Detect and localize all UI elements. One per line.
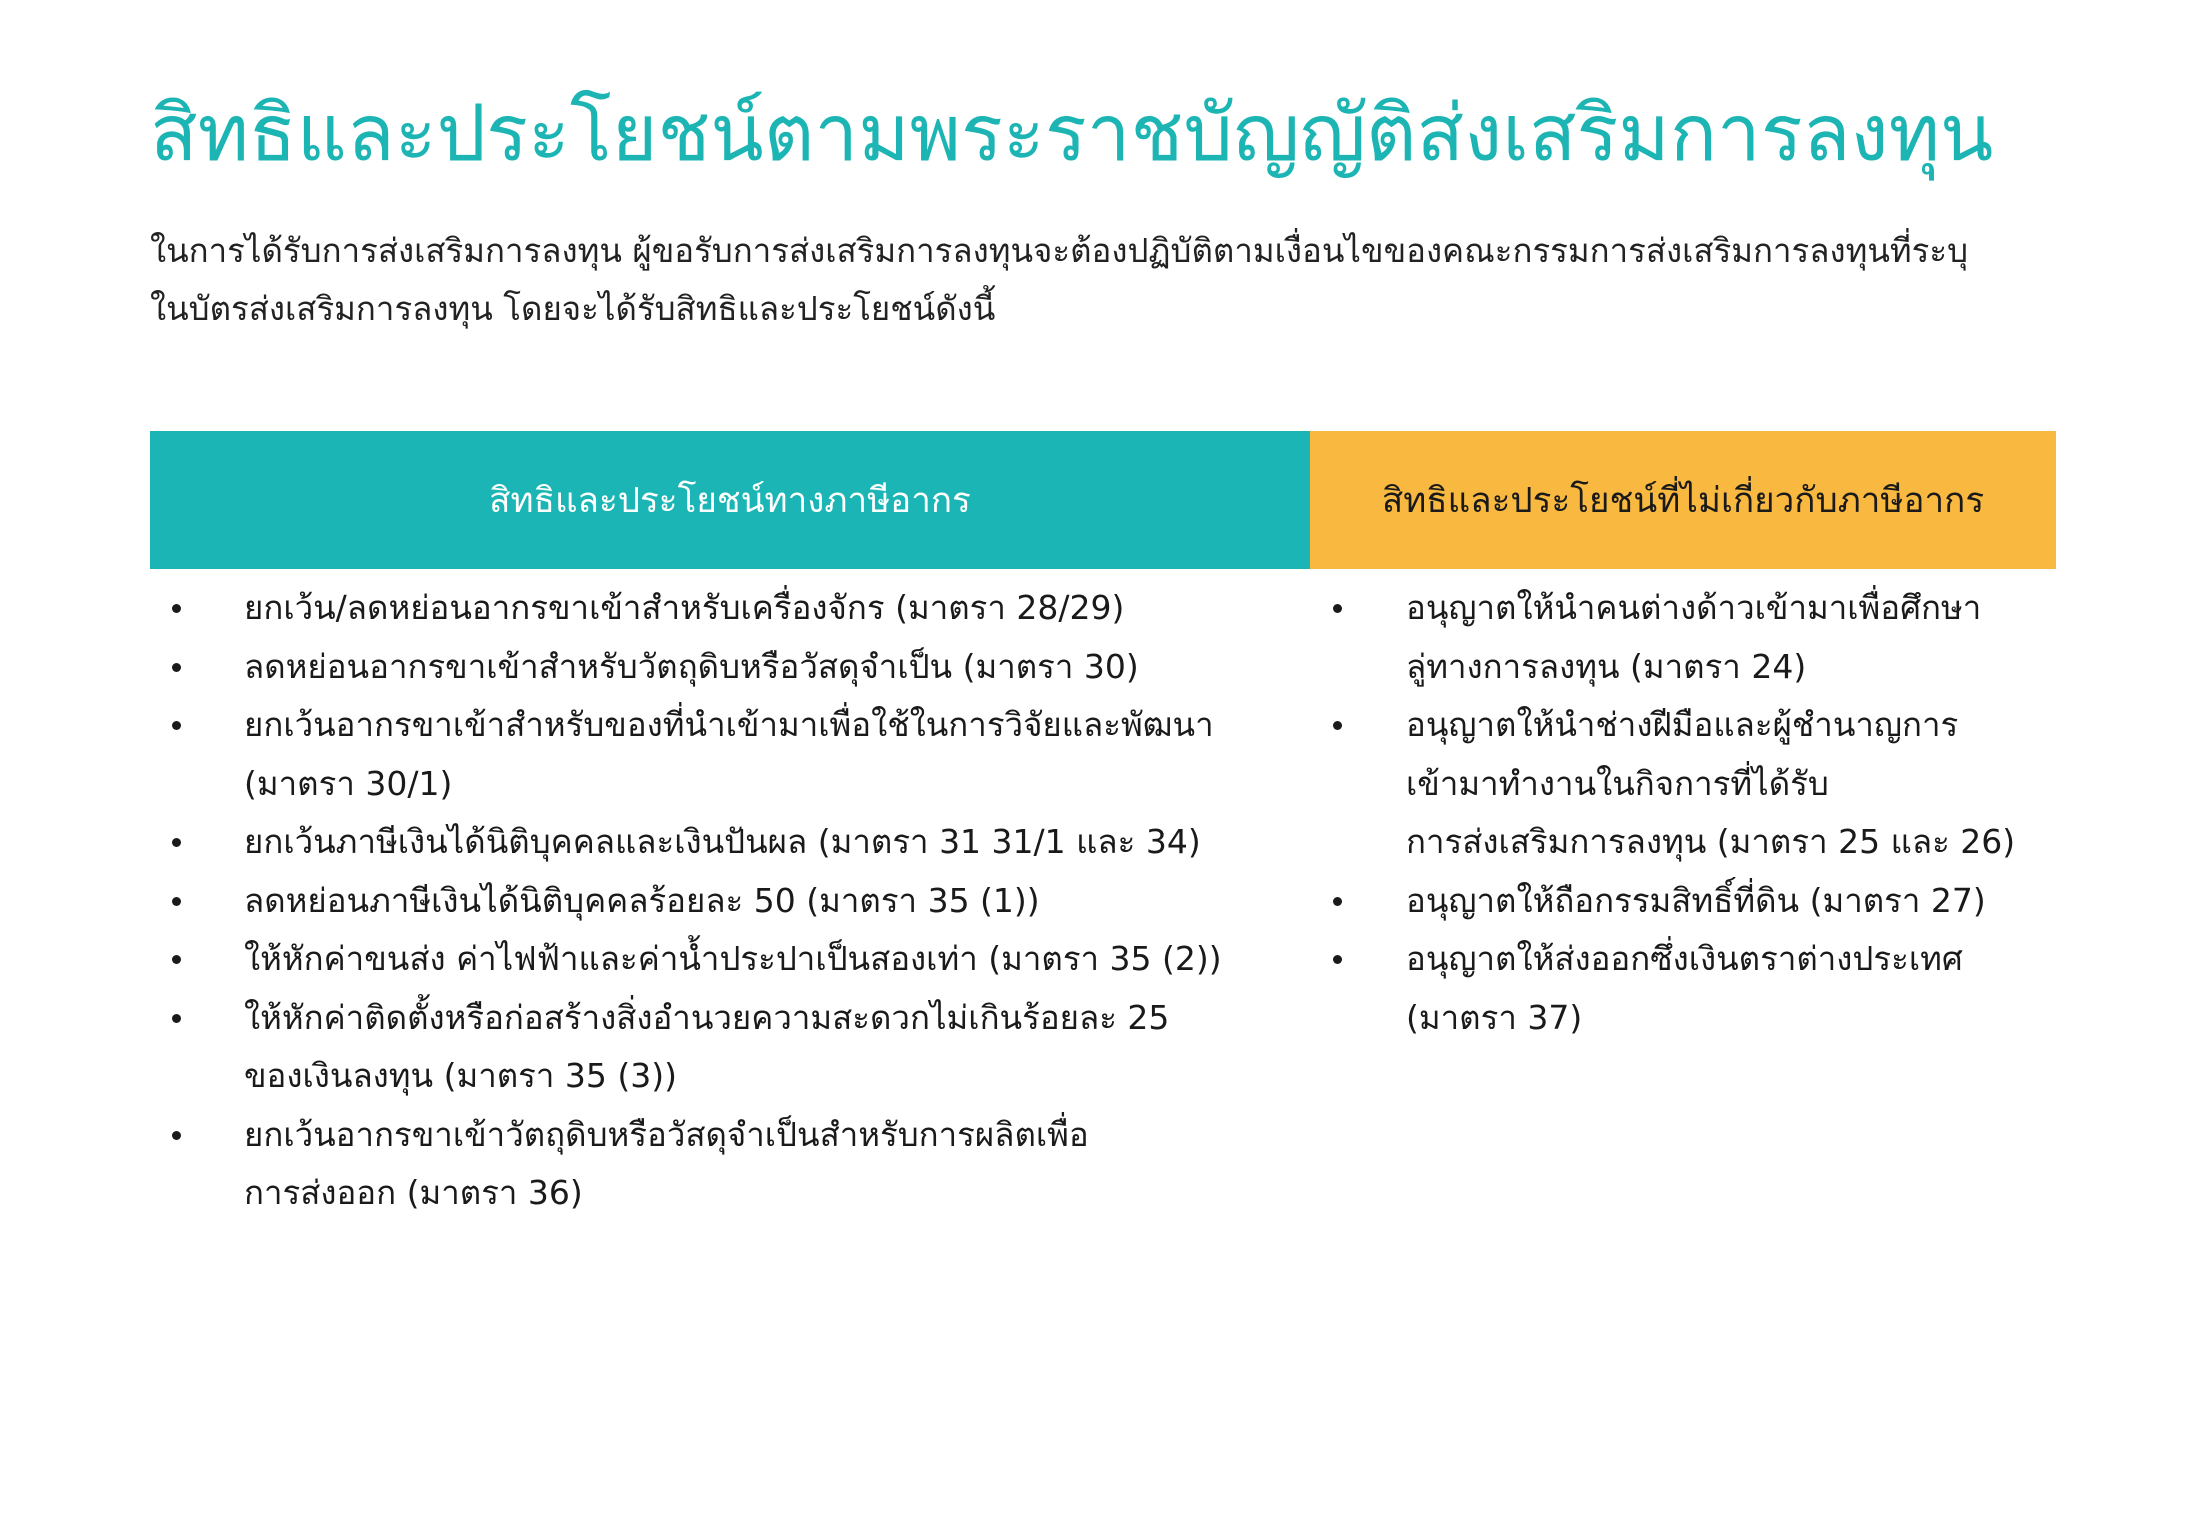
list-item [150,930,1310,989]
list-item-text: การส่งเสริมการลงทุน (มาตรา 25 และ 26) [1406,822,2016,861]
nontax-benefits-column [1310,569,2056,1223]
bullet-icon [1333,604,1342,613]
list-item-text: ยกเว้น/ลดหย่อนอากรขาเข้าสำหรับเครื่องจักร (มาตรา 28/29) [244,588,1125,627]
list-item-text: (มาตรา 30/1) [244,763,453,803]
bullet-icon [172,838,181,847]
list-item-text: ของเงินลงทุน (มาตรา 35 (3)) [244,1056,678,1095]
list-item [150,638,1310,697]
bullet-icon [172,721,181,730]
page-title: สิทธิและประโยชน์ตามพระราชบัญญัติส่งเสริมการลงทุน [150,89,1994,179]
list-item [150,696,1310,813]
intro-paragraph [150,222,2060,338]
nontax-benefits-list [1310,579,2056,1047]
list-item-text: เข้ามาทำงานในกิจการที่ได้รับ [1406,763,1829,803]
bullet-icon [1333,955,1342,964]
list-item-text: ให้หักค่าติดตั้งหรือก่อสร้างสิ่งอำนวยความสะดวกไม่เกินร้อยละ 25 [244,997,1170,1037]
intro-line: ในการได้รับการส่งเสริมการลงทุน ผู้ขอรับการส่งเสริมการลงทุนจะต้องปฏิบัติตามเงื่อนไขของคณะกรรมการส่งเสริมการลงทุนที่ระบุ [150,231,1969,270]
list-item-text: การส่งออก (มาตรา 36) [244,1173,583,1212]
list-item-text: อนุญาตให้นำคนต่างด้าวเข้ามาเพื่อศึกษา [1406,588,1982,627]
list-item [150,813,1310,872]
list-item [150,872,1310,931]
list-item-text: ยกเว้นอากรขาเข้าวัตถุดิบหรือวัสดุจำเป็นสำหรับการผลิตเพื่อ [244,1114,1089,1154]
bullet-icon [172,897,181,906]
list-item-text: ให้หักค่าขนส่ง ค่าไฟฟ้าและค่าน้ำประปาเป็นสองเท่า (มาตรา 35 (2)) [244,939,1222,978]
list-item [150,989,1310,1106]
list-item [1310,696,2056,872]
tax-benefits-list [150,579,1310,1223]
list-item-text: ยกเว้นอากรขาเข้าสำหรับของที่นำเข้ามาเพื่อใช้ในการวิจัยและพัฒนา [244,705,1214,744]
bullet-icon [172,955,181,964]
table-header-row [150,431,2056,569]
list-item [1310,579,2056,696]
bullet-icon [172,663,181,672]
list-item-text: อนุญาตให้นำช่างฝีมือและผู้ชำนาญการ [1406,705,1959,744]
bullet-icon [172,604,181,613]
bullet-icon [1333,897,1342,906]
header-tax-benefits: สิทธิและประโยชน์ทางภาษีอากร [150,431,1310,569]
tax-benefits-column [150,569,1310,1223]
list-item-text: ยกเว้นภาษีเงินได้นิติบุคคลและเงินปันผล (มาตรา 31 31/1 และ 34) [244,822,1201,861]
list-item-text: ลดหย่อนอากรขาเข้าสำหรับวัตถุดิบหรือวัสดุจำเป็น (มาตรา 30) [244,646,1139,686]
bullet-icon [1333,721,1342,730]
list-item-text: ลู่ทางการลงทุน (มาตรา 24) [1406,646,1807,686]
list-item-text: (มาตรา 37) [1406,997,1583,1037]
list-item-text: อนุญาตให้ส่งออกซึ่งเงินตราต่างประเทศ [1406,939,1963,978]
list-item [150,1106,1310,1223]
header-nontax-benefits: สิทธิและประโยชน์ที่ไม่เกี่ยวกับภาษีอากร [1310,431,2056,569]
list-item [150,579,1310,638]
benefits-table [150,431,2056,1223]
intro-line: ในบัตรส่งเสริมการลงทุน โดยจะได้รับสิทธิและประโยชน์ดังนี้ [150,289,996,328]
list-item [1310,872,2056,931]
list-item-text: อนุญาตให้ถือกรรมสิทธิ์ที่ดิน (มาตรา 27) [1406,880,1986,920]
list-item-text: ลดหย่อนภาษีเงินได้นิติบุคคลร้อยละ 50 (มาตรา 35 (1)) [244,880,1040,920]
table-body-row [150,569,2056,1223]
bullet-icon [172,1014,181,1023]
bullet-icon [172,1131,181,1140]
list-item [1310,930,2056,1047]
